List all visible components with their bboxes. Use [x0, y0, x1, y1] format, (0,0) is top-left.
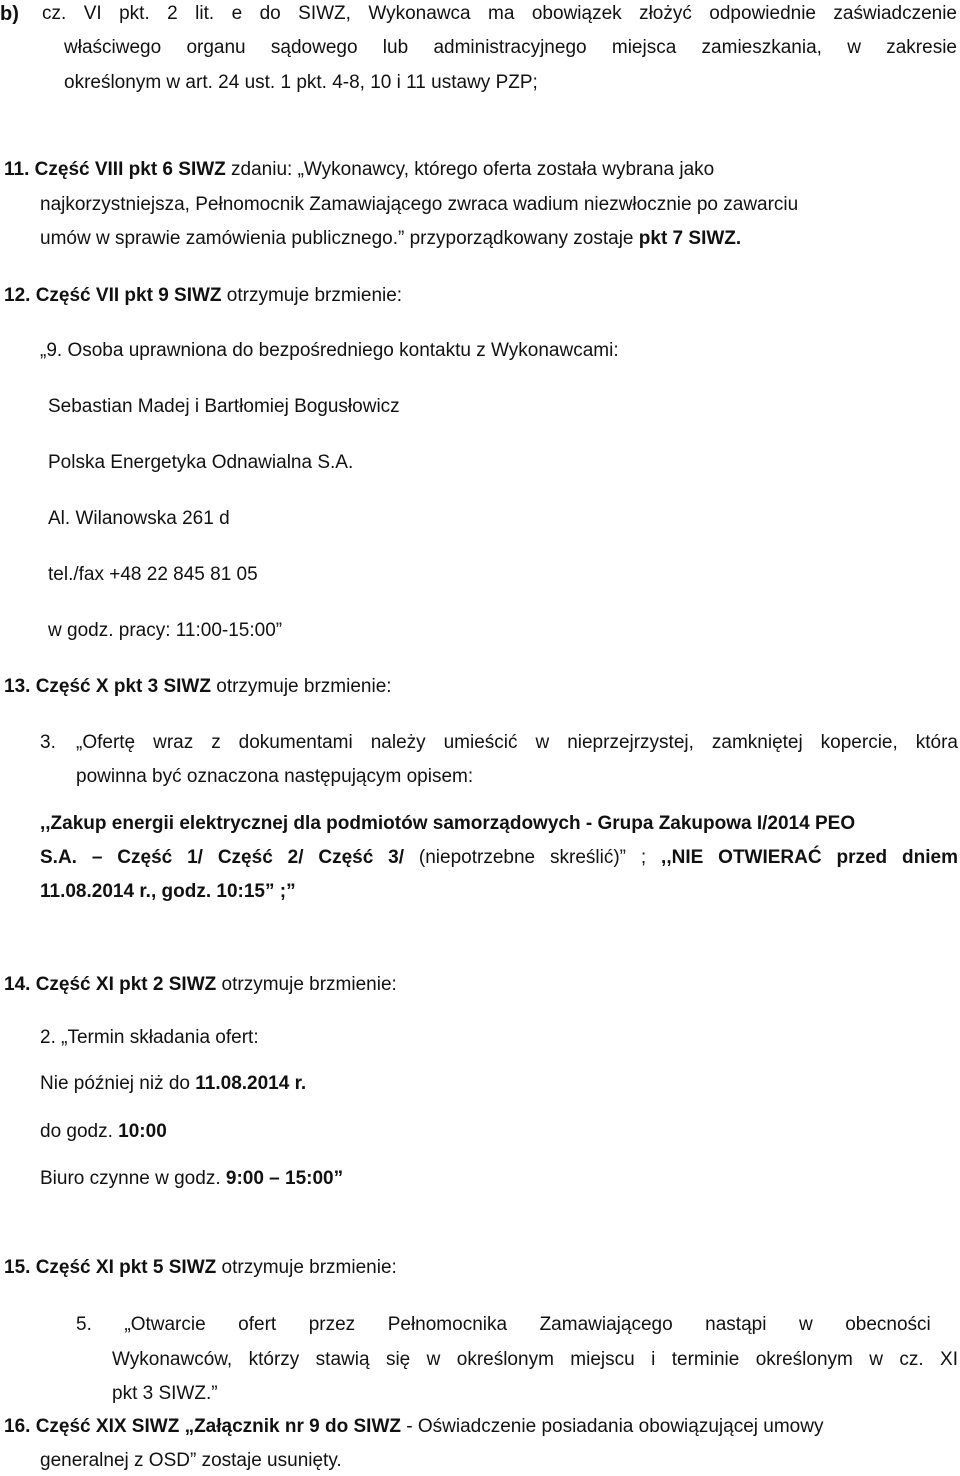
section-11-ref: pkt 7 SIWZ.	[638, 228, 742, 249]
section-12-heading: Część VII pkt 9 SIWZ	[35, 285, 222, 306]
section-12-para-6: w godz. pracy: 11:00-15:00”	[48, 620, 283, 641]
section-16-heading: Część XIX SIWZ „Załącznik nr 9 do SIWZ	[35, 1416, 401, 1437]
section-14-heading-line	[4, 975, 397, 994]
section-15-para-line-2	[112, 1350, 958, 1369]
section-14-para-2-text: Nie później niż do	[40, 1073, 196, 1094]
section-16-text-1: - Oświadczenie posiadania obowiązującej umowy	[401, 1416, 824, 1437]
section-14-date: 11.08.2014 r.	[195, 1073, 307, 1094]
item-b-label: b)	[0, 3, 19, 25]
item-b-text-2: właściwego organu sądowego lub administracyjnego miejsca zamieszkania, w zakresie	[64, 37, 957, 58]
section-13-quote-2c: ,,NIE OTWIERAĆ przed dniem	[646, 847, 958, 868]
section-14-para-4-text: Biuro czynne w godz.	[40, 1168, 226, 1189]
section-13-quote-1: ,,Zakup energii elektrycznej dla podmiotów samorządowych - Grupa Zakupowa I/2014 PEO	[40, 813, 856, 834]
section-14-para-2	[40, 1074, 306, 1093]
section-14-para-3-text: do godz.	[40, 1121, 119, 1142]
section-15-heading: Część XI pkt 5 SIWZ	[35, 1257, 217, 1278]
section-15-para-1: 5. „Otwarcie ofert przez Pełnomocnika Zamawiającego nastąpi w obecności	[76, 1314, 931, 1335]
section-15-para-2: Wykonawców, którzy stawią się w określonym miejscu i terminie określonym w cz. XI	[112, 1349, 958, 1370]
section-15-para-line-1	[76, 1315, 958, 1334]
section-13-number: 13.	[4, 676, 31, 697]
section-14-heading: Część XI pkt 2 SIWZ	[35, 974, 217, 995]
section-13-quote-3: 11.08.2014 r., godz. 10:15” ;”	[40, 881, 296, 902]
section-15-number: 15.	[4, 1257, 31, 1278]
section-14-hours: 9:00 – 15:00”	[225, 1168, 344, 1189]
item-b-text-1: cz. VI pkt. 2 lit. e do SIWZ, Wykonawca ma obowiązek złożyć odpowiednie zaświadczenie	[42, 3, 957, 24]
section-12-para-1: „9. Osoba uprawniona do bezpośredniego kontaktu z Wykonawcami:	[40, 340, 619, 361]
section-16-number: 16.	[4, 1416, 31, 1437]
section-13-para-number: 3.	[40, 732, 56, 753]
section-12-para-5: tel./fax +48 22 845 81 05	[48, 564, 258, 585]
section-15-para-3: pkt 3 SIWZ.”	[112, 1383, 218, 1404]
section-11-text-1: zdaniu: „Wykonawcy, którego oferta została wybrana jako	[225, 159, 715, 180]
section-11-text-3: umów w sprawie zamówienia publicznego.” przyporządkowany zostaje	[40, 228, 639, 249]
section-14-para-4	[40, 1169, 343, 1188]
section-12-para-2: Sebastian Madej i Bartłomiej Bogusłowicz	[48, 396, 400, 417]
section-13-heading-line	[4, 677, 392, 696]
section-16-line-1	[4, 1417, 959, 1436]
section-11-text-2: najkorzystniejsza, Pełnomocnik Zamawiającego zwraca wadium niezwłocznie po zawarciu	[40, 194, 799, 215]
section-13-heading: Część X pkt 3 SIWZ	[35, 676, 211, 697]
section-12-heading-rest: otrzymuje brzmienie:	[221, 285, 403, 306]
section-14-number: 14.	[4, 974, 31, 995]
section-14-para-3	[40, 1122, 167, 1141]
section-13-quote-2a: S.A. – Część 1/ Część 2/ Część 3/	[40, 847, 405, 868]
section-15-heading-line	[4, 1258, 397, 1277]
section-14-time: 10:00	[118, 1121, 167, 1142]
section-13-para-line-1	[76, 733, 958, 752]
item-b-text-3: określonym w art. 24 ust. 1 pkt. 4-8, 10 i 11 ustawy PZP;	[64, 72, 538, 93]
section-12-heading-line	[4, 286, 402, 305]
section-11-line-1	[4, 160, 959, 179]
section-13-para-2: powinna być oznaczona następującym opisem:	[76, 766, 474, 787]
section-11-number: 11.	[4, 159, 30, 180]
section-16-text-2: generalnej z OSD” zostaje usunięty.	[40, 1450, 342, 1471]
section-11-line-3	[40, 229, 741, 248]
section-15-heading-rest: otrzymuje brzmienie:	[216, 1257, 397, 1278]
section-14-heading-rest: otrzymuje brzmienie:	[216, 974, 397, 995]
section-11-heading: Część VIII pkt 6 SIWZ	[34, 159, 226, 180]
item-b-line-1	[42, 4, 957, 23]
item-b-line-2	[64, 38, 957, 57]
section-14-para-1: 2. „Termin składania ofert:	[40, 1027, 259, 1048]
section-13-quote-line-2	[40, 848, 958, 867]
section-12-number: 12.	[4, 285, 31, 306]
section-12-para-3: Polska Energetyka Odnawialna S.A.	[48, 452, 354, 473]
section-13-heading-rest: otrzymuje brzmienie:	[210, 676, 392, 697]
section-13-quote-2b: (niepotrzebne skreślić)” ;	[404, 847, 647, 868]
section-13-para-1: „Ofertę wraz z dokumentami należy umieścić w nieprzejrzystej, zamkniętej kopercie, która	[76, 732, 958, 753]
section-12-para-4: Al. Wilanowska 261 d	[48, 508, 230, 529]
